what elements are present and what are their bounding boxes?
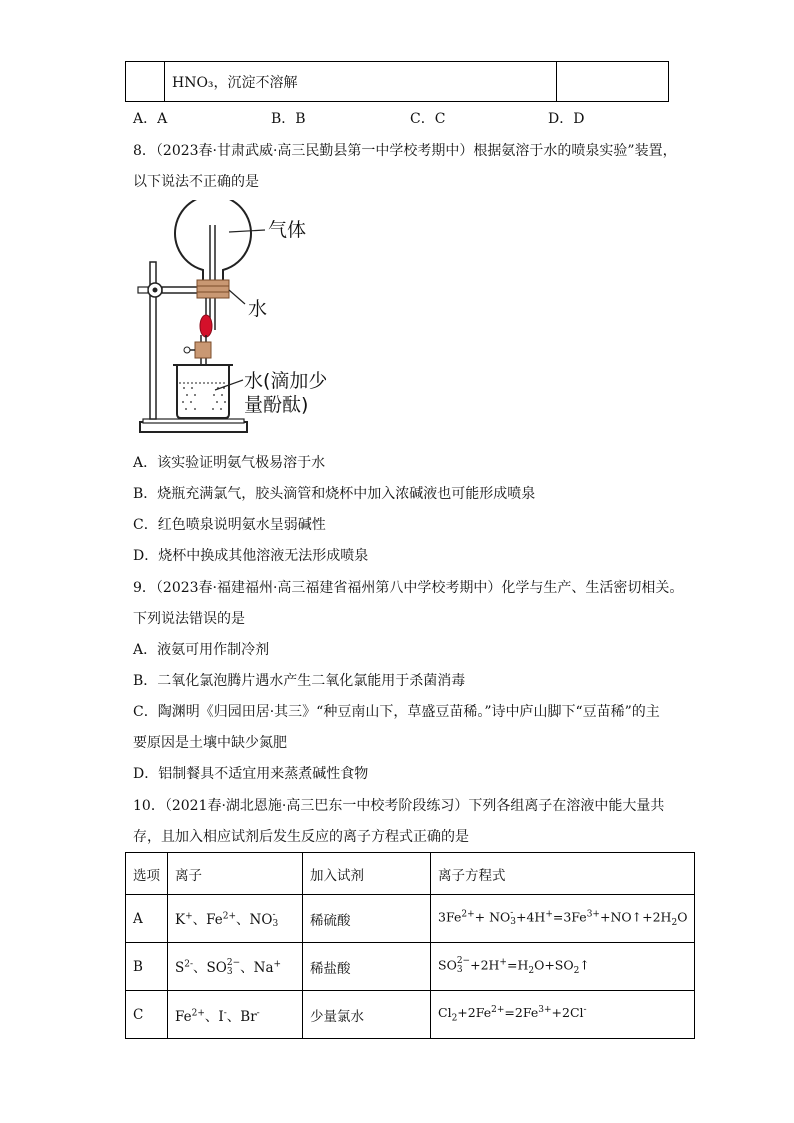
q10-stem-line1: 10．（2021春·湖北恩施·高三巴东一中校考阶段练习）下列各组离子在溶液中能大量共	[133, 798, 665, 814]
q9-stem-line1: 9．（2023春·福建福州·高三福建省福州第八中学校考期中）化学与生产、生活密切相关。	[133, 580, 684, 596]
table-row	[126, 895, 695, 943]
row-ions: $S^{2-}$、SO2− 3 、Na+	[168, 943, 303, 991]
row-equation: $3Fe^{2+}+ NO-$ $3+4H^+=3Fe^{3+}+NO↑+2H_2O$	[431, 895, 695, 943]
figure-label-gas: 气体	[268, 219, 307, 241]
q7-option-d: D．D	[548, 111, 585, 127]
q8-option-a: A．该实验证明氨气极易溶于水	[133, 455, 326, 471]
q8-option-b: B．烧瓶充满氯气，胶头滴管和烧杯中加入浓碱液也可能形成喷泉	[133, 486, 536, 502]
row-option: B	[126, 943, 168, 991]
table-divider	[556, 62, 557, 101]
answer-table-fragment	[125, 61, 669, 102]
figure-label-water: 水	[248, 298, 268, 320]
row-equation: $Cl_2+2Fe^{2+}=2Fe^{3+}+2Cl^-$	[431, 991, 695, 1039]
table-row	[126, 991, 695, 1039]
q9-option-c-line2: 要原因是土壤中缺少氮肥	[133, 735, 287, 751]
header-reagent: 加入试剂	[303, 853, 431, 895]
q10-stem-line2: 存，且加入相应试剂后发生反应的离子方程式正确的是	[133, 829, 469, 845]
q8-option-c: C．红色喷泉说明氨水呈弱碱性	[133, 517, 326, 533]
q8-stem-line2: 以下说法不正确的是	[133, 174, 259, 190]
figure-label-beaker-line1: 水(滴加少	[244, 370, 328, 392]
row-reagent: 少量氯水	[303, 991, 431, 1039]
q7-option-b: B．B	[271, 111, 306, 127]
row-ions: K+、$Fe^{2+}$、NO- 3	[168, 895, 303, 943]
figure-label-beaker-line2: 量酚酞)	[244, 394, 309, 416]
q9-option-c-line1: C．陶渊明《归园田居·其三》“种豆南山下，草盛豆苗稀。”诗中庐山脚下“豆苗稀”的主	[133, 704, 660, 720]
row-reagent: 稀硫酸	[303, 895, 431, 943]
ion-reaction-table	[125, 852, 695, 1039]
q8-stem-line1: 8．（2023春·甘肃武威·高三民勤县第一中学校考期中）根据氨溶于水的喷泉实验”装置，	[133, 143, 677, 159]
table-cell-text: HNO₃，沉淀不溶解	[172, 75, 298, 91]
row-reagent: 稀盐酸	[303, 943, 431, 991]
q8-option-d: D．烧杯中换成其他溶液无法形成喷泉	[133, 548, 369, 564]
header-equation: 离子方程式	[431, 853, 695, 895]
header-ions: 离子	[168, 853, 303, 895]
row-ions: $Fe^{2+}$、I-、Br-	[168, 991, 303, 1039]
row-option: A	[126, 895, 168, 943]
q9-option-a: A．液氨可用作制冷剂	[133, 642, 270, 658]
q7-option-c: C．C	[410, 111, 446, 127]
row-option: C	[126, 991, 168, 1039]
q9-option-d: D．铝制餐具不适宜用来蒸煮碱性食物	[133, 766, 369, 782]
q9-option-b: B．二氧化氯泡腾片遇水产生二氧化氯能用于杀菌消毒	[133, 673, 466, 689]
table-row	[126, 943, 695, 991]
q9-stem-line2: 下列说法错误的是	[133, 611, 245, 627]
header-option: 选项	[126, 853, 168, 895]
row-equation: SO2− $3 +2H^+=H_2O+SO_2↑$	[431, 943, 695, 991]
q7-option-a: A．A	[133, 111, 168, 127]
table-cell-empty	[126, 62, 165, 101]
table-header-row	[126, 853, 695, 895]
